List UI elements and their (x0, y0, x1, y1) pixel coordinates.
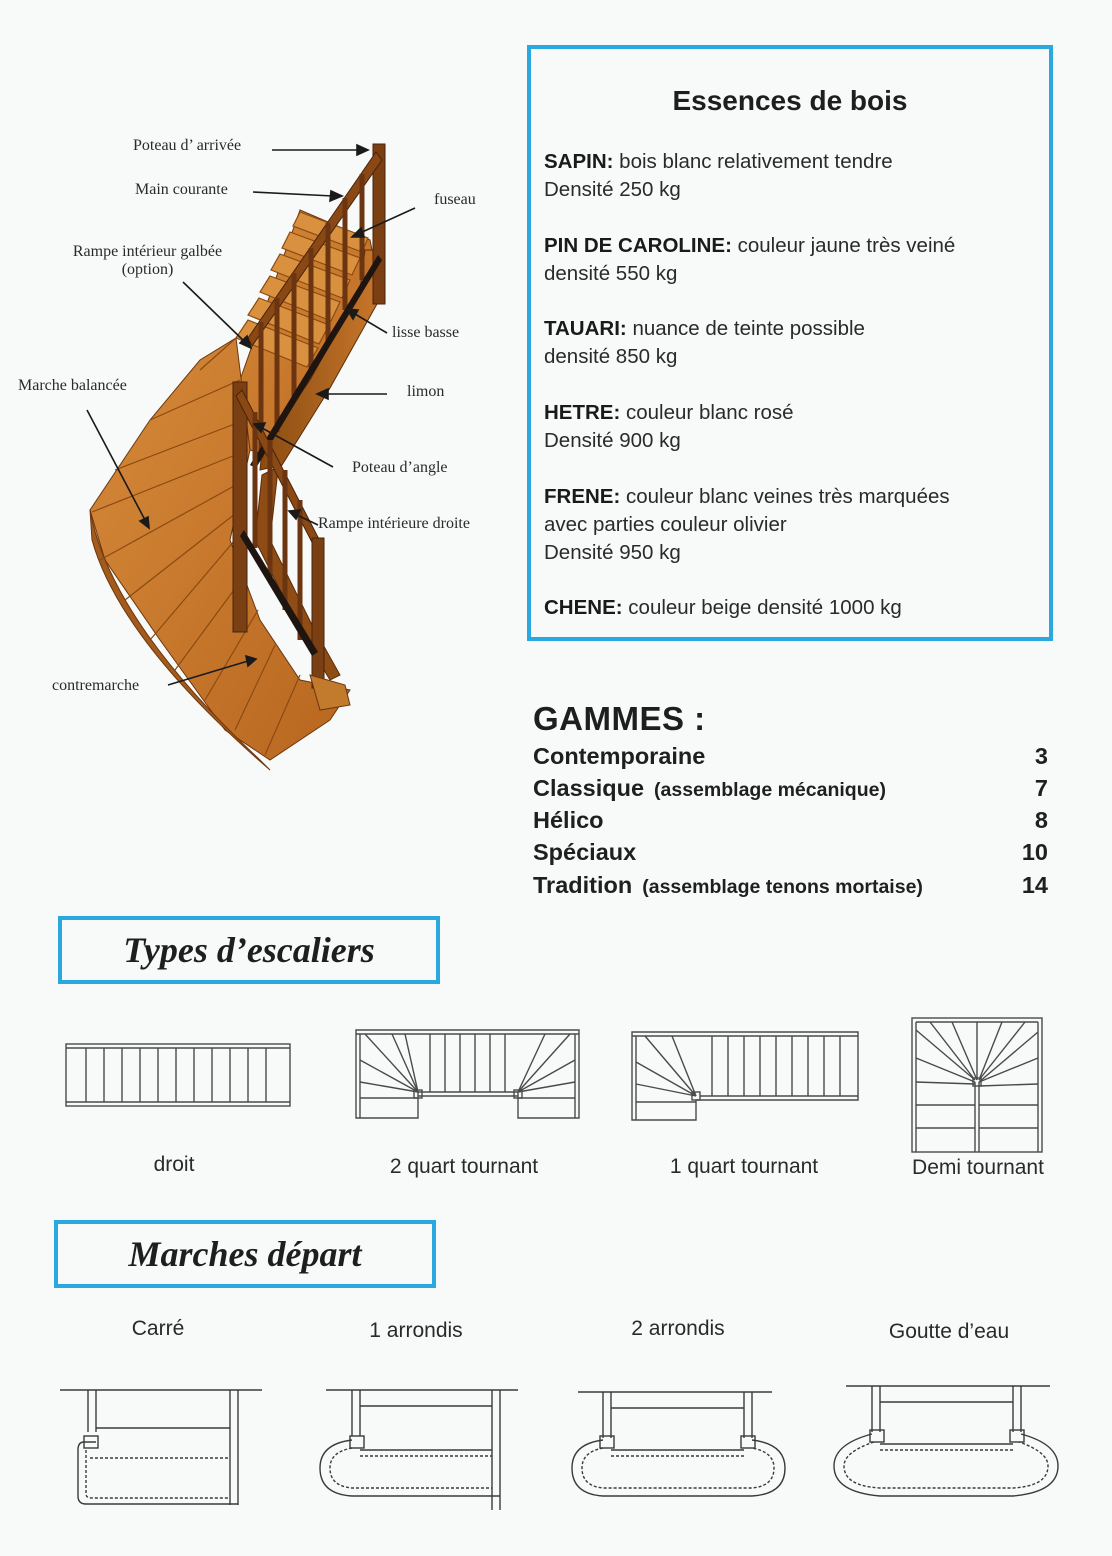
gamme-note: (assemblage tenons mortaise) (642, 876, 923, 898)
wood-entry-chene (544, 594, 902, 622)
wood-entry-hetre (544, 399, 794, 455)
callout-poteau-arrivee: Poteau d’ arrivée (133, 137, 242, 154)
gamme-name: Spéciaux (533, 839, 637, 865)
gamme-page: 8 (1034, 807, 1048, 833)
diagram-droit (66, 1044, 290, 1106)
caption-droit: droit (153, 1153, 195, 1176)
types-banner (58, 916, 440, 984)
wood-density: densité 850 kg (544, 345, 678, 368)
diagram-1-quart-tournant (632, 1032, 858, 1120)
caption-demi-tournant: Demi tournant (912, 1156, 1044, 1179)
gamme-note: (assemblage mécanique) (654, 779, 886, 801)
wood-density: Densité 250 kg (544, 178, 681, 201)
wood-desc: couleur jaune très veiné (731, 234, 956, 257)
wood-name: FRENE: (544, 485, 621, 508)
caption-1-quart-tournant: 1 quart tournant (669, 1155, 819, 1178)
wood-species-title: Essences de bois (672, 85, 908, 116)
callout-rampe-droite: Rampe intérieure droite (318, 515, 470, 532)
gammes-title: GAMMES : (533, 700, 706, 737)
diagram-2-quart-tournant (356, 1030, 579, 1118)
diagram-goutte-eau (834, 1386, 1058, 1496)
callout-contremarche: contremarche (52, 677, 140, 694)
wood-species-box (527, 45, 1053, 641)
diagram-carre (60, 1390, 262, 1505)
wood-name: CHENE: (544, 596, 623, 619)
callout-main-courante: Main courante (135, 181, 228, 198)
gamme-name: Tradition (533, 872, 633, 898)
wood-density: Densité 900 kg (544, 429, 681, 452)
callout-lisse-basse: lisse basse (392, 324, 460, 341)
callout-marche-balancee: Marche balancée (18, 377, 127, 394)
caption-carre: Carré (131, 1317, 185, 1340)
gamme-name: Contemporaine (533, 743, 706, 769)
diagram-1-arrondis (320, 1390, 518, 1510)
gamme-page: 10 (1021, 839, 1048, 865)
wood-entry-sapin (544, 148, 893, 204)
gamme-row-classique (533, 775, 1048, 807)
callout-fuseau: fuseau (434, 191, 476, 208)
gamme-page: 3 (1034, 743, 1048, 769)
callout-limon: limon (407, 383, 445, 400)
gamme-name: Hélico (533, 807, 604, 833)
callout-rampe-galbee-line1: Rampe intérieur galbée (72, 243, 223, 260)
callout-rampe-galbee-line2: (option) (121, 261, 174, 278)
wood-entry-frene (544, 483, 950, 567)
gamme-row-speciaux (533, 839, 1048, 871)
gamme-name: Classique (533, 775, 645, 801)
gamme-row-helico (533, 807, 1048, 839)
wood-entry-tauari (544, 315, 865, 371)
starting-steps-diagrams (0, 1370, 1112, 1530)
caption-1-arrondis: 1 arrondis (369, 1319, 463, 1342)
marches-banner (54, 1220, 436, 1288)
wood-name: SAPIN: (544, 150, 614, 173)
callout-rampe-galbee (45, 243, 250, 279)
gamme-row-tradition (533, 872, 1048, 904)
wood-desc: nuance de teinte possible (626, 317, 865, 340)
wood-name: HETRE: (544, 401, 621, 424)
callout-poteau-angle: Poteau d’angle (352, 459, 448, 476)
stair-types-diagrams (0, 1010, 1112, 1160)
caption-goutte-eau: Goutte d’eau (888, 1320, 1010, 1343)
wood-name: TAUARI: (544, 317, 627, 340)
diagram-2-arrondis (572, 1392, 785, 1496)
wood-desc: bois blanc relativement tendre (613, 150, 893, 173)
wood-desc: couleur beige densité 1000 kg (622, 596, 902, 619)
wood-density: densité 550 kg (544, 262, 678, 285)
wood-desc: couleur blanc veines très marquées (620, 485, 950, 508)
types-title: Types d’escaliers (123, 930, 375, 970)
gamme-page: 7 (1034, 775, 1048, 801)
diagram-demi-tournant (912, 1018, 1042, 1152)
caption-2-arrondis: 2 arrondis (631, 1317, 725, 1340)
wood-name: PIN DE CAROLINE: (544, 234, 732, 257)
caption-2-quart-tournant: 2 quart tournant (389, 1155, 539, 1178)
wood-desc: couleur blanc rosé (620, 401, 794, 424)
gamme-page: 14 (1021, 872, 1048, 898)
wood-desc-2: avec parties couleur olivier (544, 513, 787, 536)
wood-entry-pin-de-caroline (544, 232, 955, 288)
marches-title: Marches départ (128, 1234, 362, 1274)
gamme-row-contemporaine (533, 743, 1048, 775)
wood-density: Densité 950 kg (544, 541, 681, 564)
